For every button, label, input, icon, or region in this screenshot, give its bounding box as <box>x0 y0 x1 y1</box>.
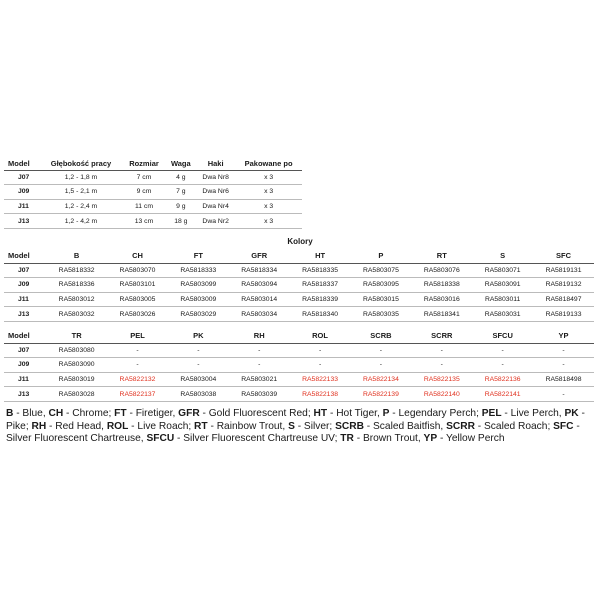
table-row <box>4 358 594 373</box>
model-cell: J11 <box>4 199 40 214</box>
model-cell: J13 <box>4 307 46 322</box>
table-cell: RA5818341 <box>411 307 472 322</box>
model-cell: J13 <box>4 214 40 229</box>
table-cell: - <box>411 343 472 358</box>
table-cell: 18 g <box>166 214 197 229</box>
legend-name: Gold Fluorescent Red <box>208 408 308 419</box>
table-cell: 13 cm <box>122 214 165 229</box>
legend-code: SCRR <box>446 420 475 432</box>
legend-name: Chrome <box>72 408 109 419</box>
column-header: SCRB <box>351 329 412 343</box>
column-header: SFC <box>533 249 594 263</box>
table-cell: RA5822135 <box>411 372 472 387</box>
table-cell: 4 g <box>166 170 197 185</box>
table-cell: RA5803028 <box>46 387 107 402</box>
model-cell: J09 <box>4 185 40 200</box>
table-cell: RA5803014 <box>229 292 290 307</box>
table-row <box>4 387 594 402</box>
column-header: FT <box>168 249 229 263</box>
table-cell: RA5803005 <box>107 292 168 307</box>
legend-code: PEL <box>481 408 502 419</box>
legend-code: P <box>382 408 390 419</box>
column-header: Model <box>4 249 46 263</box>
spec-table-header <box>4 157 302 170</box>
table-cell: - <box>290 358 351 373</box>
legend-code: YP <box>423 433 438 445</box>
column-header: Pakowane po <box>235 157 302 170</box>
column-header: Model <box>4 157 40 170</box>
table-cell: x 3 <box>235 214 302 229</box>
column-header: RT <box>411 249 472 263</box>
column-header: PEL <box>107 329 168 343</box>
legend-name: Brown Trout <box>362 433 418 445</box>
table-cell: RA5803038 <box>168 387 229 402</box>
column-header: CH <box>107 249 168 263</box>
table-cell: RA5822133 <box>290 372 351 387</box>
spec-table-body <box>4 170 302 228</box>
table-cell: RA5822134 <box>351 372 412 387</box>
column-header: GFR <box>229 249 290 263</box>
table-row <box>4 292 594 307</box>
table-cell: x 3 <box>235 170 302 185</box>
legend-name: Scaled Roach <box>484 420 548 432</box>
table-cell: - <box>290 343 351 358</box>
table-cell: RA5803090 <box>46 358 107 373</box>
legend-code: GFR <box>178 408 200 419</box>
table-row <box>4 278 594 293</box>
model-cell: J11 <box>4 292 46 307</box>
table-cell: RA5803071 <box>472 263 533 278</box>
column-header: ROL <box>290 329 351 343</box>
table-cell: RA5803026 <box>107 307 168 322</box>
table-cell: RA5803091 <box>472 278 533 293</box>
legend-name: Pike <box>6 420 26 432</box>
column-header: RH <box>229 329 290 343</box>
table-cell: - <box>411 358 472 373</box>
table-cell: 7 g <box>166 185 197 200</box>
legend-code: S <box>288 420 295 432</box>
table-cell: RA5803070 <box>107 263 168 278</box>
table-cell: RA5818498 <box>533 372 594 387</box>
legend-code: B <box>6 408 14 419</box>
table-cell: 9 g <box>166 199 197 214</box>
table-cell: RA5803080 <box>46 343 107 358</box>
model-cell: J11 <box>4 372 46 387</box>
table-cell: RA5803099 <box>168 278 229 293</box>
table-cell: 1,5 - 2,1 m <box>40 185 123 200</box>
color-code-legend: B - Blue, CH - Chrome; FT - Firetiger, GFR - Gold Fluorescent Red; HT - Hot Tiger, P - Legendary Perch; PEL - Live Perch, PK - Pike; RH - Red Head, ROL - Live Roach; RT - Rainbow Trout, S - Silver; SCRB - Scaled Baitfish, SCRR - Scaled Roach; SFC - Silver Fluorescent Chartreuse, SFCU - Silver Fluorescent Chartreuse UV; TR - Brown Trout, YP - Yellow Perch <box>6 408 585 445</box>
table-cell: RA5822140 <box>411 387 472 402</box>
table-cell: Dwa Nr4 <box>196 199 235 214</box>
table-row <box>4 372 594 387</box>
colors-table-1 <box>4 249 594 322</box>
table-cell: - <box>351 358 412 373</box>
table-cell: 1,2 - 1,8 m <box>40 170 123 185</box>
legend-name: Live Roach <box>137 420 189 432</box>
table-cell: RA5803012 <box>46 292 107 307</box>
table-cell: RA5803039 <box>229 387 290 402</box>
legend-name: Red Head <box>55 420 102 432</box>
table-cell: 11 cm <box>122 199 165 214</box>
table-row <box>4 307 594 322</box>
table-row <box>4 263 594 278</box>
table-cell: Dwa Nr6 <box>196 185 235 200</box>
colors-title: Kolory <box>287 237 313 246</box>
table-cell: RA5803035 <box>351 307 412 322</box>
legend-name: Silver <box>303 420 330 432</box>
table-row <box>4 214 302 229</box>
table-cell: 1,2 - 2,4 m <box>40 199 123 214</box>
table-cell: RA5803101 <box>107 278 168 293</box>
table-cell: RA5818497 <box>533 292 594 307</box>
column-header: Rozmiar <box>122 157 165 170</box>
table-cell: - <box>107 358 168 373</box>
legend-code: SFC <box>553 420 574 432</box>
table-cell: RA5818340 <box>290 307 351 322</box>
legend-name: Rainbow Trout <box>216 420 283 432</box>
legend-name: Legendary Perch <box>398 408 477 419</box>
table-cell: RA5803015 <box>351 292 412 307</box>
table-cell: - <box>472 343 533 358</box>
table-cell: Dwa Nr2 <box>196 214 235 229</box>
table-cell: - <box>351 343 412 358</box>
table-cell: RA5822136 <box>472 372 533 387</box>
table-row <box>4 199 302 214</box>
table-cell: - <box>533 387 594 402</box>
table-cell: RA5803095 <box>351 278 412 293</box>
table-cell: RA5818336 <box>46 278 107 293</box>
legend-code: RH <box>31 420 47 432</box>
legend-code: FT <box>114 408 127 419</box>
table-cell: RA5818332 <box>46 263 107 278</box>
table-cell: x 3 <box>235 185 302 200</box>
colors-table-2-body <box>4 343 594 401</box>
column-header: SCRR <box>411 329 472 343</box>
table-cell: RA5822137 <box>107 387 168 402</box>
table-cell: - <box>533 343 594 358</box>
column-header: PK <box>168 329 229 343</box>
legend-name: Blue <box>22 408 43 419</box>
table-cell: RA5803034 <box>229 307 290 322</box>
model-cell: J09 <box>4 278 46 293</box>
column-header: Waga <box>166 157 197 170</box>
table-row <box>4 343 594 358</box>
table-cell: RA5818334 <box>229 263 290 278</box>
legend-code: SFCU <box>146 433 175 445</box>
model-cell: J07 <box>4 343 46 358</box>
table-cell: RA5803016 <box>411 292 472 307</box>
table-cell: RA5803094 <box>229 278 290 293</box>
column-header: B <box>46 249 107 263</box>
table-cell: RA5818337 <box>290 278 351 293</box>
table-row <box>4 185 302 200</box>
table-cell: RA5803004 <box>168 372 229 387</box>
legend-name: Scaled Baitfish <box>373 420 441 432</box>
table-cell: - <box>229 358 290 373</box>
table-cell: RA5803031 <box>472 307 533 322</box>
table-cell: - <box>168 358 229 373</box>
table-cell: RA5803021 <box>229 372 290 387</box>
legend-name: Silver Fluorescent Chartreuse <box>6 433 141 445</box>
column-header: S <box>472 249 533 263</box>
table-cell: RA5822141 <box>472 387 533 402</box>
column-header: Model <box>4 329 46 343</box>
legend-code: SCRB <box>335 420 364 432</box>
table-cell: RA5803075 <box>351 263 412 278</box>
table-cell: - <box>229 343 290 358</box>
spec-table <box>4 157 302 229</box>
colors-table-2 <box>4 329 594 402</box>
column-header: Haki <box>196 157 235 170</box>
legend-name: Yellow Perch <box>446 433 505 445</box>
table-cell: RA5818339 <box>290 292 351 307</box>
colors-table-2-header <box>4 329 594 343</box>
table-cell: 1,2 - 4,2 m <box>40 214 123 229</box>
colors-table-1-body <box>4 263 594 321</box>
table-cell: Dwa Nr8 <box>196 170 235 185</box>
table-cell: RA5822138 <box>290 387 351 402</box>
table-cell: RA5818333 <box>168 263 229 278</box>
legend-code: CH <box>48 408 64 419</box>
table-cell: RA5803019 <box>46 372 107 387</box>
table-cell: RA5822132 <box>107 372 168 387</box>
legend-name: Live Perch <box>510 408 559 419</box>
table-cell: RA5803076 <box>411 263 472 278</box>
table-cell: RA5822139 <box>351 387 412 402</box>
table-row <box>4 170 302 185</box>
column-header: YP <box>533 329 594 343</box>
legend-code: TR <box>340 433 354 445</box>
legend-code: HT <box>313 408 328 419</box>
column-header: Głębokość pracy <box>40 157 123 170</box>
legend-code: PK <box>564 408 579 419</box>
table-cell: RA5803032 <box>46 307 107 322</box>
legend-code: RT <box>194 420 208 432</box>
legend-name: Silver Fluorescent Chartreuse UV <box>183 433 335 445</box>
column-header: SFCU <box>472 329 533 343</box>
table-cell: RA5819132 <box>533 278 594 293</box>
model-cell: J13 <box>4 387 46 402</box>
table-cell: - <box>472 358 533 373</box>
legend-code: ROL <box>106 420 129 432</box>
legend-name: Firetiger <box>135 408 173 419</box>
table-cell: RA5818338 <box>411 278 472 293</box>
legend-name: Hot Tiger <box>336 408 377 419</box>
table-cell: RA5803029 <box>168 307 229 322</box>
column-header: P <box>351 249 412 263</box>
table-cell: - <box>533 358 594 373</box>
model-cell: J07 <box>4 170 40 185</box>
table-cell: RA5819131 <box>533 263 594 278</box>
table-cell: RA5818335 <box>290 263 351 278</box>
table-cell: 7 cm <box>122 170 165 185</box>
table-cell: - <box>168 343 229 358</box>
colors-table-1-header <box>4 249 594 263</box>
table-cell: - <box>107 343 168 358</box>
column-header: HT <box>290 249 351 263</box>
table-cell: RA5803011 <box>472 292 533 307</box>
table-cell: 9 cm <box>122 185 165 200</box>
table-cell: x 3 <box>235 199 302 214</box>
model-cell: J07 <box>4 263 46 278</box>
table-cell: RA5803009 <box>168 292 229 307</box>
column-header: TR <box>46 329 107 343</box>
model-cell: J09 <box>4 358 46 373</box>
table-cell: RA5819133 <box>533 307 594 322</box>
